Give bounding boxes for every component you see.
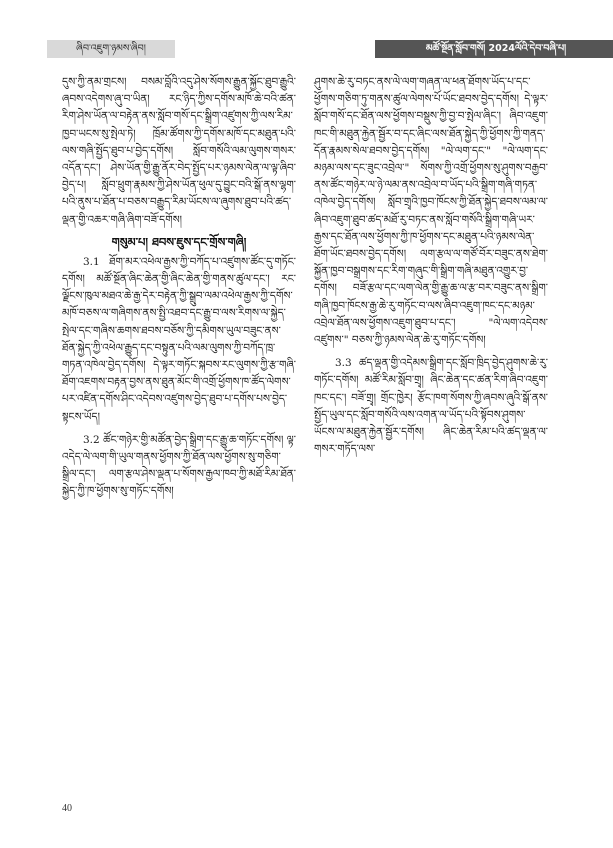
- running-header: [47, 40, 567, 58]
- body-paragraph: 3.3 ཚད་ལྡན་གྱི་འདེམས་སྒྲིག་དང་སློབ་ཁྲིད་བྱེད་ཤུགས་ཆེ་རུ་གཏོང་དགོས། མཚོ་རིམ་སློབ་གྲྭ། ཞིང་ཆེན་དང་ཚན་རིག་ཞིབ་འཇུག་ཁང་དང་། བཟོ་གྲྭ། གྲོང་ཁྱེར། རྩོང་ཁག་སོགས་ཀྱི་ཞབས་ཞུའི་སྒོ་ནས་སྤྱོད་ཡུལ་དང་སློབ་གསོའི་ལས་འགན་ལ་ཡོད་པའི་སྟོབས་ཤུགས་ཡོངས་ལ་མཐུན་རྐྱེན་སྦྱོར་དགོས། ཞིང་ཆེན་རིམ་པའི་ཚད་ལྡན་ལ་གསར་གཏོད་ལས་: [314, 357, 548, 456]
- body-paragraph: 3.2 ཚོང་གཉེར་གྱི་མཚོན་བྱེད་སྒྲིག་དང་རྒྱུ་ཆ་གཏོང་དགོས། ལྟ་འདེད་ལེ་ལག་གི་ཡུལ་གནས་ཕྱོགས་ཀྱི་ཐོན་ལས་ཕྱོགས་སུ་གཅིག་སྒྲིལ་དང་། ལག་རྩལ་ཤེས་ལྡན་པ་སོགས་རྒྱལ་ཁབ་ཀྱི་མཐོ་རིམ་ཐོན་སྐྱེད་ཀྱི་ཁ་ཕྱོགས་སུ་གཏོང་དགོས།: [62, 433, 296, 498]
- body-paragraph: ཤུགས་ཆེ་རུ་བཏང་ནས་ལེ་ལག་གཞན་ལ་ཕན་ཐོགས་ཡོད་པ་དང་ཕྱོགས་གཅིག་ཏུ་གནས་ཚུལ་ལེགས་པོ་ཡོང་ཐབས་བྱེད་དགོས། དེ་ལྟར་སློབ་གསོ་དང་ཐོན་ལས་ཕྱོགས་བསྡུས་ཀྱི་བྱ་བ་སྤེལ་ཞིང་། ཞིབ་འཇུག་ཁང་གི་མཐུན་རྐྱེན་སྦྱོར་བ་དང་ཞིང་ལས་ཐོན་སྐྱེད་ཀྱི་ཕྱོགས་ཀྱི་གནད་དོན་རྣམས་སེལ་ཐབས་བྱེད་དགོས། "ལེ་ལག་དང་" "ལེ་ལག་དང་མཉམ་ལས་དང་ཟུང་འབྲེལ་" སོགས་ཀྱི་འགྲོ་ཕྱོགས་སུ་ཤུགས་བརྒྱབ་ནས་ཚོང་གཉེར་ལ་ཉེ་ལམ་ནས་འབྲེལ་བ་ཡོད་པའི་སྒྲིག་གཞི་གཏན་འཁེལ་བྱེད་དགོས། སློབ་གྲྭའི་ཁྱབ་ཁོངས་ཀྱི་ཐོན་སྐྱེད་ཐབས་ལམ་ལ་ཞིབ་འཇུག་ཐུབ་ཚད་མཐོ་རུ་བཏང་ནས་སློབ་གསོའི་སྒྲིག་གཞི་ཡར་རྒྱས་དང་ཐོན་ལས་ཕྱོགས་ཀྱི་ཁ་ཕྱོགས་དང་མཐུན་པའི་ཉམས་ལེན་ཐོག་ཡོང་ཐབས་བྱེད་དགོས། ལག་རྩལ་ལ་གཙོ་བོར་བཟུང་ནས་ཐེག་སྐྱོན་ཁྱབ་བསྒྲགས་དང་རིག་གཞུང་གི་སྒྲིག་གཞི་མཐུན་འགྱུར་བྱ་དགོས། བཟོ་རྩལ་དང་ལག་ལེན་གྱི་རྒྱུ་ཆ་ལ་རྩ་བར་བཟུང་ནས་སྒྲིག་གཞི་ཁྱབ་ཁོངས་རྒྱ་ཆེ་རུ་གཏོང་བ་ལས་ཞིབ་འཇུག་ཁང་དང་མཉམ་འབྲེལ་ཐོན་ལས་ཕྱོགས་འཇུག་ཐུབ་པ་དང་། "ལེ་ལག་འདེབས་འཛུགས་" བཅས་ཀྱི་ཉམས་ལེན་ཆེ་རུ་གཏོང་དགོས།: [314, 76, 548, 347]
- left-column: [62, 74, 296, 501]
- section-heading: གསུམ་པ། ཐབས་ཇུས་དང་གྲོས་གཞི།: [111, 234, 247, 249]
- header-spacer: [177, 40, 373, 58]
- header-journal-issue: མཚོ་སྔོན་སློབ་གསོ། 2024ལོའི་དེབ་བཞི་པ།: [375, 40, 613, 58]
- body-paragraph: དུས་ཀྱི་ནམ་གྲངས། བསམ་བློའི་འདུ་ཤེས་སོགས་རྒྱུན་སྐྱོང་ཐུབ་རྒྱུའི་ཞབས་འདེགས་ཞུ་བ་ཡིན། རང་ཉིད་ཀྱིས་དགོས་མཁོ་ཆེ་བའི་ཚན་རིག་ཤེས་ཡོན་ལ་བརྟེན་ནས་སློབ་གསོ་དང་སྒྲིག་འཛུགས་ཀྱི་ལས་རིམ་ཁྱབ་ཡངས་སུ་སྤེལ་ཏེ། ཁྲོམ་ཚོགས་ཀྱི་དགོས་མཁོ་དང་མཐུན་པའི་ལས་གཞི་སྤྱོད་ཐུབ་པ་བྱེད་དགོས། སློབ་གསོའི་ལམ་ལུགས་གསར་འདོན་དང་། ཤེས་ཡོན་གྱི་རྒྱུ་ནོར་བེད་སྤྱོད་པར་ཉམས་ལེན་ལ་ལྟ་ཞིབ་བྱེད་པ། སློབ་ཕྲུག་རྣམས་ཀྱི་ཤེས་ཡོན་ཕུལ་དུ་བྱུང་བའི་སྒོ་ནས་ལྷག་པའི་ནུས་པ་ཐོན་པ་བཅས་བརྒྱུད་རིམ་ཡོངས་ལ་ཞུགས་ཐུབ་པའི་ཚད་ལྡན་གྱི་འཆར་གཞི་ཞིག་བཟོ་དགོས།: [62, 76, 296, 226]
- page-number: 40: [62, 803, 72, 814]
- body-paragraph: 3.1 ཐོག་མར་འཕེལ་རྒྱས་ཀྱི་བཀོད་པ་འཛུགས་ཚོང་དུ་གཏོང་དགོས། མཚོ་སྔོན་ཞིང་ཆེན་གྱི་ཞིང་ཆེན་གྱི་གནས་ཚུལ་དང་། རང་ལྗོངས་ཁུལ་མཐའ་ཆེ་རྒྱ་དེར་བརྟེན་ཀྱི་སྒྲུབ་ལམ་འཕེལ་རྒྱས་ཀྱི་དགོས་མཁོ་བཅས་ལ་གཞིགས་ནས་སྤྱི་འཐབ་དང་རྒྱུ་བ་ལས་རིགས་ལ་སྐྱེད་སྤེལ་དང་གཞིས་ཆགས་ཐབས་བཅོས་ཀྱི་དམིགས་ཡུལ་བཟུང་ནས་ཐོན་སྐྱེད་ཀྱི་འཕེལ་རྒྱུད་དང་བསྟུན་པའི་ལམ་ལུགས་ཀྱི་བཀོད་ཁྲ་གཏན་འཁེལ་བྱེད་དགོས། དེ་ལྟར་གཏོང་སྐབས་རང་ལུགས་ཀྱི་རྩ་གཞི་ཐོག་འཇགས་བརྟན་བྱས་ནས་ཐུན་མོང་གི་འགྲོ་ཕྱོགས་ཁ་ཚོད་ལེགས་པར་འཛིན་དགོས་ཤིང་འདེབས་འཛུགས་བྱེད་ཐུབ་པ་དགོས་པས་བྱེད་སྟངས་ཡོད།: [62, 255, 296, 423]
- header-section-title: ཞིབ་འཇུག་ཉམས་ཞིབ།: [47, 40, 175, 58]
- right-column: [314, 74, 548, 458]
